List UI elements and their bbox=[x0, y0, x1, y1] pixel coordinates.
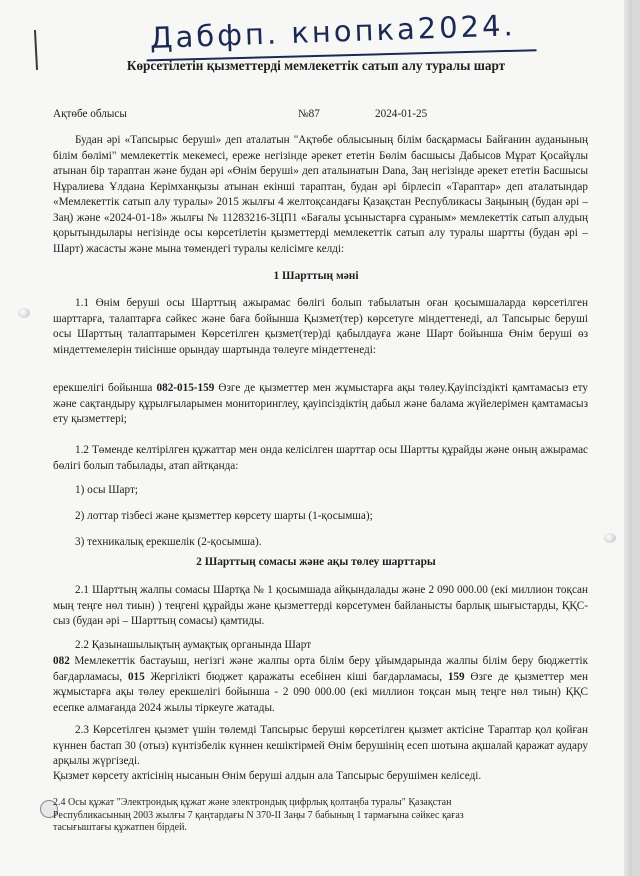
program-text: Мемлекеттік бастауыш, негізгі және жалпы орта білім беру ұйымдарында жалпы білім беру бюджеттік бағдарламасы, bbox=[53, 655, 588, 683]
footer-line: 2.4 Осы құжат "Электрондық құжат және электрондық цифрлық қолтаңба туралы" Қазақстан bbox=[53, 797, 452, 808]
contract-number: №87 bbox=[298, 108, 320, 120]
clause-2-2-intro: 2.2 Қазынашылықтың аумақтық органында Шарт bbox=[75, 639, 312, 651]
list-item: 1) осы Шарт; bbox=[75, 484, 138, 496]
clause-2-3-note: Қызмет көрсету актісінің нысанын Өнім беруші алдын ала Тапсырыс берушімен келіседі. bbox=[53, 770, 482, 782]
footer-note bbox=[53, 797, 573, 835]
spec-code: 082-015-159 bbox=[156, 382, 215, 394]
service-specification bbox=[53, 381, 588, 428]
clause-1-1: 1.1 Өнім беруші осы Шарттың ажырамас бөлігі болып табылатын оған қосымшаларда көрсетілген шарттарға, талаптарға сәйкес және баға бойынша Қызмет(тер) көрсетуге міндеттенеді, ал Тапсырыс беруші осы Шарттың талаптарымен Көрсетілген қызмет(тер)ді қабылдауға және Шарт бойынша Өнім беруші өз міндеттемелерін тиісінше орындау шартында төлеуге міндеттенеді: bbox=[53, 297, 588, 356]
handwritten-note-text: Дабфп. кнопка2024. bbox=[149, 8, 517, 55]
region-label: Ақтөбе облысы bbox=[53, 108, 127, 120]
footer-line: Республикасының 2003 жылғы 7 қаңтардағы N 370-II Заңы 7 бабының 1 тармағына сәйкес қағаз bbox=[53, 809, 464, 821]
document-title: Көрсетілетін қызметтерді мемлекеттік сатып алу туралы шарт bbox=[126, 58, 506, 73]
punch-hole bbox=[604, 533, 616, 543]
section-2-heading: 2 Шарттың сомасы және ақы төлеу шарттары bbox=[196, 556, 436, 568]
spec-prefix: ерекшелігі бойынша bbox=[53, 382, 157, 394]
footer-line: тасығыштағы құжатпен бірдей. bbox=[53, 822, 187, 833]
clause-2-3: 2.3 Көрсетілген қызмет үшін төлемді Тапсырыс беруші көрсетілген қызмет актісіне Тараптар қол қойған күннен бастап 30 (отыз) күнтізбелік күннен кешіктірмей Өнім берушінің есеп шотына ақшалай қаражат аудару арқылы жүргізеді. bbox=[53, 724, 588, 767]
preamble-paragraph: Будан әрі «Тапсырыс беруші» деп аталатын "Ақтөбе облысының білім басқармасы Байғанин ауданының білім бөлімі" мемлекеттік мекемесі, ереже негізінде әрекет ететін Бөлім басшысы Дабысов Мұрат Қосайұлы атынан бір тараптан және будан әрі «Өнім беруші» деп аталынатын Dana, Заң негізінде әрекет ететін Басшысы Нұралиева Ұлдана Керімханқызы атынан екінші тараптан, будан әрі бірлесіп «Тараптар» деп аталатындар «Мемлекеттік сатып алу туралы» 2015 жылғы 4 желтоқсандағы Қазақстан Республикасы Заңының (будан әрі – Заң) және «2024-01-18» жылғы № 11283216-ЗЦП1 «Бағалы ұсыныстарға сұраным» мемлекеттік сатып алудың қорытындылары негізінде осы көрсетілетін қызметтерді мемлекеттік сатып алу туралы шартты (будан әрі – Шарт) жасасты және мына төмендегі туралы келісімге келді: bbox=[53, 134, 588, 255]
list-item: 3) техникалық ерекшелік (2-қосымша). bbox=[75, 536, 262, 548]
clause-2-1: 2.1 Шарттың жалпы сомасы Шартқа № 1 қосымшада айқындалады және 2 090 000.00 (екі миллион тоқсан мың теңге нөл тиын) ) теңгені құрайды және қызметтерді көрсетумен байланысты барлық шығыстарды, ҚҚС-сыз (будан әрі – Шарттың сомасы) қамтиды. bbox=[53, 584, 588, 627]
clause-2-2-body bbox=[53, 654, 588, 716]
page-edge-shadow bbox=[624, 0, 632, 876]
list-item: 2) лоттар тізбесі және қызметтер көрсету шарты (1-қосымша); bbox=[75, 510, 373, 522]
contract-date: 2024-01-25 bbox=[375, 108, 428, 120]
punch-hole bbox=[18, 308, 30, 318]
specific-text: Өзге де қызметтер мен жұмыстарға ақы төлеу ерекшелігі бойынша - 2 090 000.00 (екі миллион тоқсан мың теңге нөл тиын) ҚҚС есепке алмағанда 2024 жылы тіркеуге жатады. bbox=[53, 670, 588, 714]
specific-code: 159 bbox=[447, 670, 465, 683]
subprogram-text: Жергілікті бюджет қаражаты есебінен кіші бағдарламасы, bbox=[144, 670, 448, 683]
program-code: 082 bbox=[53, 655, 70, 667]
section-1-heading: 1 Шарттың мәні bbox=[273, 270, 359, 282]
subprogram-code: 015 bbox=[127, 670, 145, 683]
clause-1-2: 1.2 Төменде келтірілген құжаттар мен онда келісілген шарттар осы Шартты құрайды және оның ажырамас бөлігі болып табылады, атап айтқанда: bbox=[53, 444, 588, 472]
spec-description: Өзге де қызметтер мен жұмыстарға ақы төлеу.Қауіпсіздікті қамтамасыз ету және сақтандыру құрылғыларымен мониторинглеу, қауіпсіздіктің дабыл және балама жүйелерімен қамтамасыз ету қызметтері; bbox=[53, 382, 588, 425]
